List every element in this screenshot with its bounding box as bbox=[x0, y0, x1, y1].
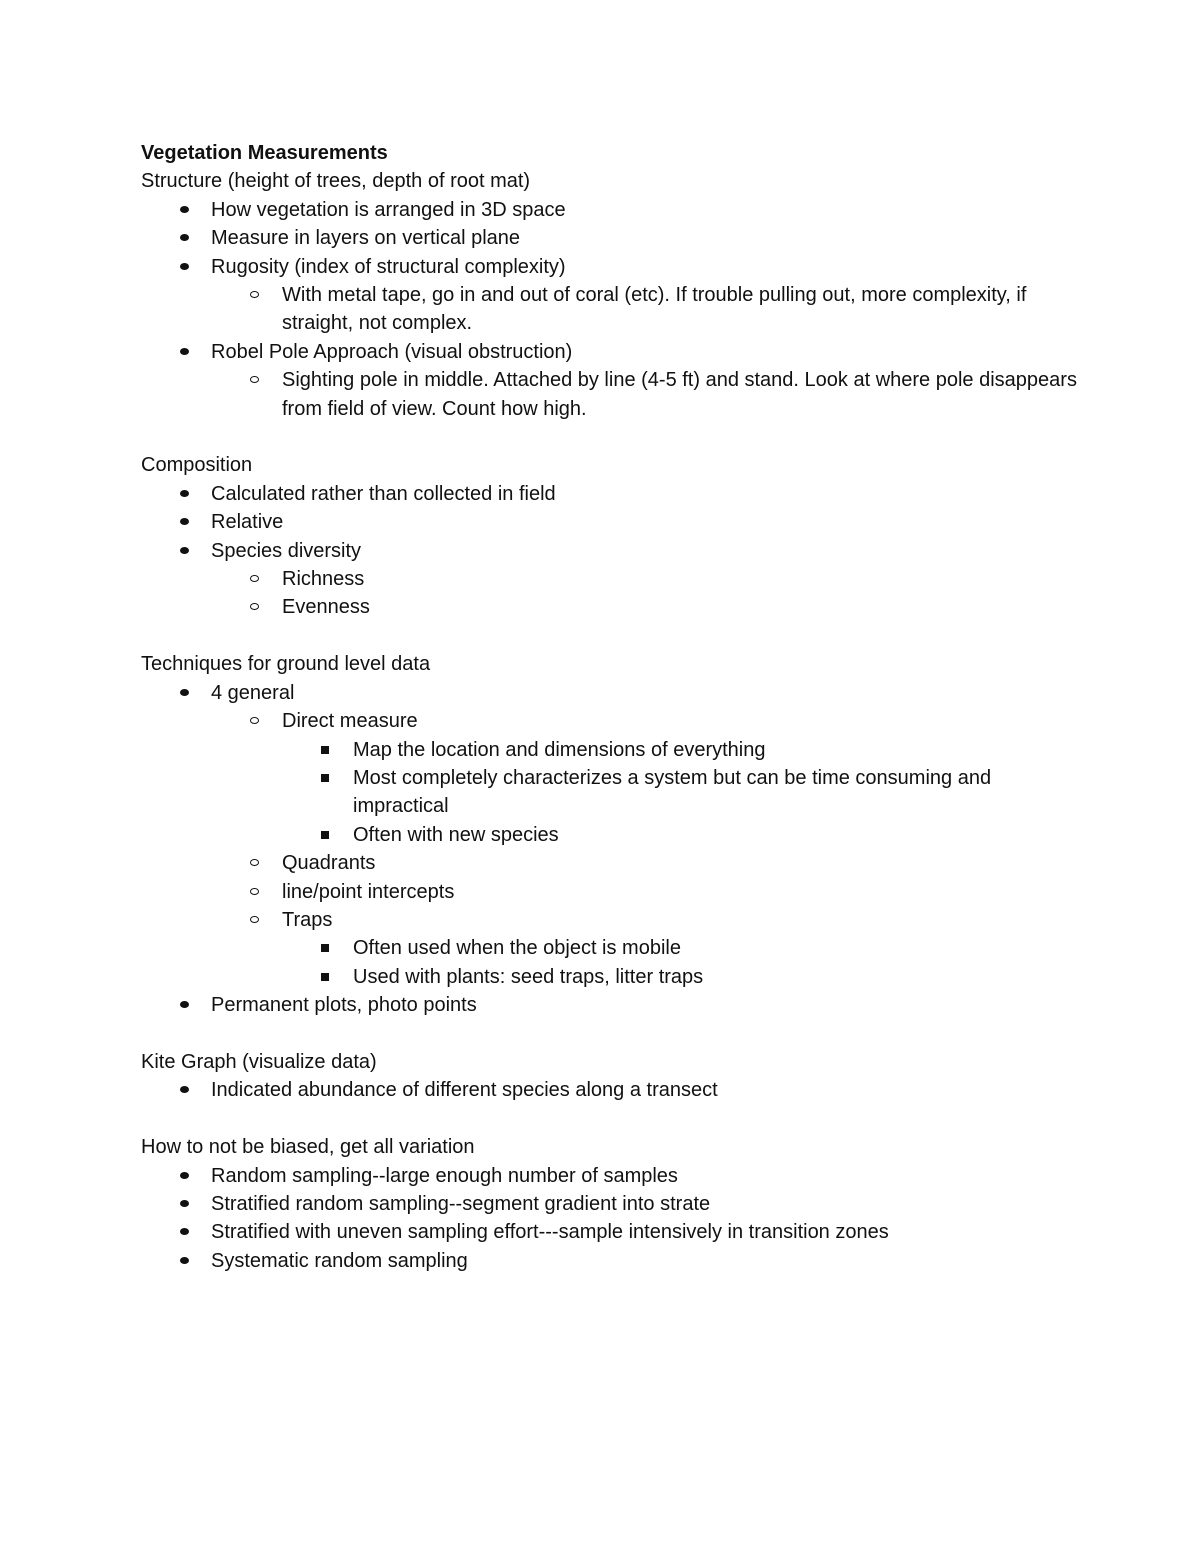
section-heading: Composition bbox=[141, 454, 253, 477]
filled-bullet-icon bbox=[180, 490, 189, 497]
document-body bbox=[141, 139, 1081, 1275]
filled-bullet-icon bbox=[180, 1228, 189, 1235]
list-item bbox=[141, 1076, 1081, 1104]
hollow-bullet-icon bbox=[250, 291, 259, 298]
section-heading: Structure (height of trees, depth of root mat) bbox=[141, 170, 531, 193]
list-item-text: With metal tape, go in and out of coral (etc). If trouble pulling out, more complexity, if straight, not complex. bbox=[282, 284, 1027, 335]
list-item bbox=[141, 593, 1081, 621]
list-item bbox=[141, 679, 1081, 707]
list-item-text: Random sampling--large enough number of samples bbox=[211, 1164, 678, 1187]
filled-bullet-icon bbox=[180, 206, 189, 213]
list-item-text: Traps bbox=[282, 908, 333, 931]
filled-bullet-icon bbox=[180, 689, 189, 696]
filled-bullet-icon bbox=[180, 518, 189, 525]
list-item bbox=[141, 707, 1081, 735]
list-item-text: How vegetation is arranged in 3D space bbox=[211, 198, 566, 221]
section-gap bbox=[141, 622, 1081, 650]
bullet-list bbox=[141, 1076, 1081, 1104]
list-item-text: Measure in layers on vertical plane bbox=[211, 227, 521, 250]
document-title: Vegetation Measurements bbox=[141, 142, 388, 164]
section-heading: Kite Graph (visualize data) bbox=[141, 1050, 377, 1073]
list-item-text: Sighting pole in middle. Attached by line (4-5 ft) and stand. Look at where pole disappears from field of view. Count how high. bbox=[282, 369, 1077, 420]
hollow-bullet-icon bbox=[250, 603, 259, 610]
list-item-text: Most completely characterizes a system but can be time consuming and impractical bbox=[353, 766, 992, 818]
list-item-text: Often with new species bbox=[353, 823, 559, 846]
bullet-list bbox=[141, 480, 1081, 622]
hollow-bullet-icon bbox=[250, 376, 259, 383]
list-item bbox=[141, 764, 1081, 821]
filled-bullet-icon bbox=[180, 1086, 189, 1093]
square-bullet-icon bbox=[321, 944, 329, 952]
list-item bbox=[141, 963, 1081, 991]
filled-bullet-icon bbox=[180, 547, 189, 554]
list-item bbox=[141, 1162, 1081, 1190]
list-item-text: Species diversity bbox=[211, 539, 362, 562]
list-item bbox=[141, 934, 1081, 962]
list-item-text: Direct measure bbox=[282, 710, 418, 733]
list-item bbox=[141, 565, 1081, 593]
list-item-text: Permanent plots, photo points bbox=[211, 994, 477, 1017]
list-item bbox=[141, 508, 1081, 536]
list-item bbox=[141, 537, 1081, 565]
section bbox=[141, 451, 1081, 621]
list-item bbox=[141, 991, 1081, 1019]
list-item-text: Robel Pole Approach (visual obstruction) bbox=[211, 340, 573, 363]
list-item bbox=[141, 366, 1081, 423]
section bbox=[141, 167, 1081, 423]
section-heading: Techniques for ground level data bbox=[141, 653, 431, 676]
list-item bbox=[141, 196, 1081, 224]
list-item-text: Relative bbox=[211, 511, 284, 534]
list-item bbox=[141, 338, 1081, 366]
list-item-text: Richness bbox=[282, 568, 365, 591]
list-item-text: Calculated rather than collected in field bbox=[211, 482, 556, 505]
list-item-text: Indicated abundance of different species along a transect bbox=[211, 1079, 718, 1102]
hollow-bullet-icon bbox=[250, 575, 259, 582]
square-bullet-icon bbox=[321, 746, 329, 754]
section-gap bbox=[141, 423, 1081, 451]
square-bullet-icon bbox=[321, 831, 329, 839]
list-item-text: Rugosity (index of structural complexity) bbox=[211, 255, 566, 278]
list-item-text: Evenness bbox=[282, 596, 370, 619]
list-item bbox=[141, 878, 1081, 906]
filled-bullet-icon bbox=[180, 234, 189, 241]
section-gap bbox=[141, 1105, 1081, 1133]
list-item bbox=[141, 849, 1081, 877]
list-item bbox=[141, 281, 1081, 338]
list-item-text: 4 general bbox=[211, 681, 295, 704]
bullet-list bbox=[141, 196, 1081, 423]
list-item bbox=[141, 1218, 1081, 1246]
list-item bbox=[141, 1247, 1081, 1275]
filled-bullet-icon bbox=[180, 263, 189, 270]
hollow-bullet-icon bbox=[250, 859, 259, 866]
list-item bbox=[141, 224, 1081, 252]
list-item-text: Quadrants bbox=[282, 852, 376, 875]
filled-bullet-icon bbox=[180, 1001, 189, 1008]
list-item-text: Used with plants: seed traps, litter traps bbox=[353, 965, 704, 988]
list-item-text: Stratified with uneven sampling effort---sample intensively in transition zones bbox=[211, 1221, 889, 1244]
filled-bullet-icon bbox=[180, 1200, 189, 1207]
square-bullet-icon bbox=[321, 973, 329, 981]
hollow-bullet-icon bbox=[250, 888, 259, 895]
list-item bbox=[141, 480, 1081, 508]
bullet-list bbox=[141, 679, 1081, 1020]
list-item bbox=[141, 906, 1081, 934]
section-gap bbox=[141, 1020, 1081, 1048]
list-item-text: Stratified random sampling--segment gradient into strate bbox=[211, 1192, 711, 1215]
hollow-bullet-icon bbox=[250, 717, 259, 724]
square-bullet-icon bbox=[321, 774, 329, 782]
list-item-text: Map the location and dimensions of everything bbox=[353, 738, 766, 761]
bullet-list bbox=[141, 1162, 1081, 1276]
hollow-bullet-icon bbox=[250, 916, 259, 923]
sections-container bbox=[141, 167, 1081, 1275]
list-item bbox=[141, 736, 1081, 764]
list-item bbox=[141, 1190, 1081, 1218]
list-item bbox=[141, 821, 1081, 849]
list-item-text: line/point intercepts bbox=[282, 880, 455, 903]
section bbox=[141, 1133, 1081, 1275]
section bbox=[141, 650, 1081, 1019]
list-item-text: Often used when the object is mobile bbox=[353, 937, 681, 960]
filled-bullet-icon bbox=[180, 348, 189, 355]
section-heading: How to not be biased, get all variation bbox=[141, 1136, 475, 1159]
list-item-text: Systematic random sampling bbox=[211, 1249, 468, 1272]
filled-bullet-icon bbox=[180, 1172, 189, 1179]
list-item bbox=[141, 253, 1081, 281]
section bbox=[141, 1048, 1081, 1105]
filled-bullet-icon bbox=[180, 1257, 189, 1264]
